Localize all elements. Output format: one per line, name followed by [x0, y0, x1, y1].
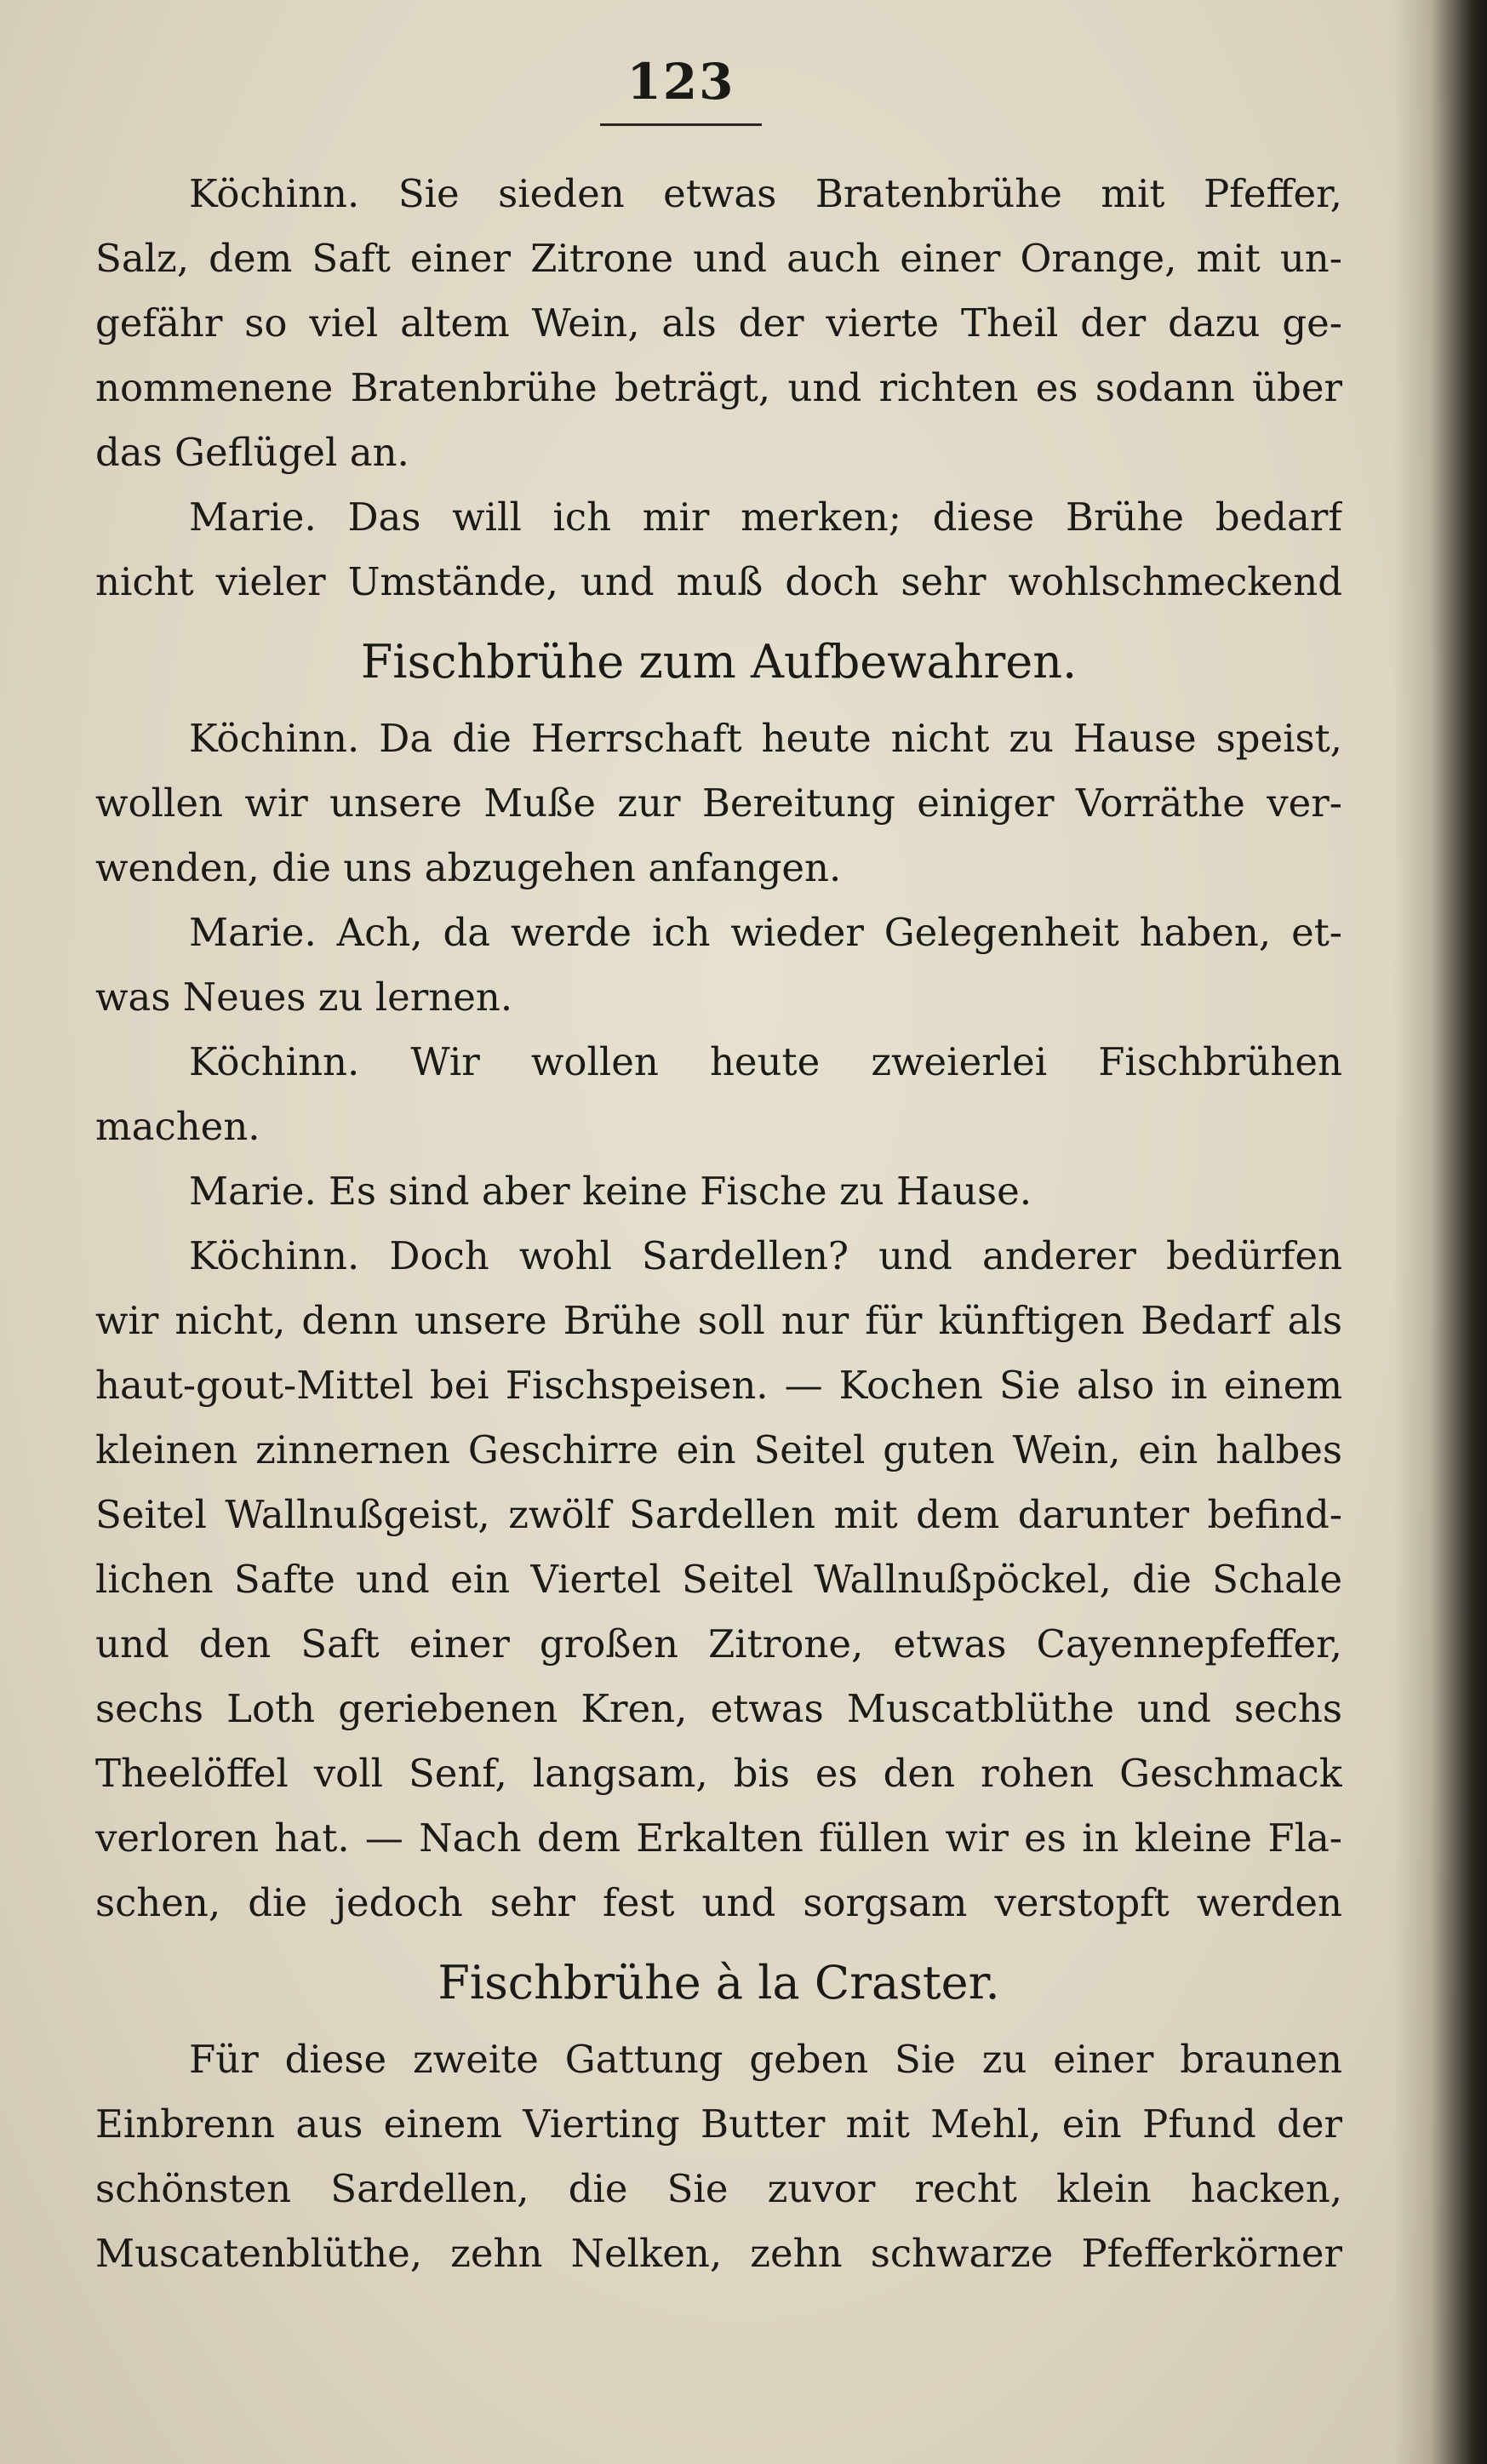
- text-line: haut-gout-Mittel bei Fischspeisen. — Kochen Sie also in einem: [95, 1363, 1342, 1408]
- page-text: [95, 162, 1342, 2286]
- text-line: Marie. Ach, da werde ich wieder Gelegenheit haben, et-: [189, 910, 1342, 955]
- text-line: Köchinn. Da die Herrschaft heute nicht zu Hause speist,: [189, 716, 1342, 761]
- text-line: Muscatenblüthe, zehn Nelken, zehn schwarze Pfefferkörner: [95, 2231, 1342, 2276]
- header-rule: [600, 123, 762, 126]
- text-line: gefähr so viel altem Wein, als der vierte Theil der dazu ge-: [95, 300, 1342, 346]
- page-number: 123: [626, 53, 735, 111]
- text-line: Einbrenn aus einem Vierting Butter mit Mehl, ein Pfund der: [95, 2101, 1342, 2147]
- text-line: Köchinn. Sie sieden etwas Bratenbrühe mit Pfeffer,: [189, 171, 1342, 216]
- text-line: Marie. Es sind aber keine Fische zu Hause.: [189, 1169, 1032, 1214]
- text-line: Salz, dem Saft einer Zitrone und auch einer Orange, mit un-: [95, 236, 1342, 281]
- text-line: was Neues zu lernen.: [95, 975, 513, 1020]
- text-line: nicht vieler Umstände, und muß doch sehr wohlschmeckend: [95, 559, 1342, 604]
- text-line: und den Saft einer großen Zitrone, etwas Cayennepfeffer,: [95, 1621, 1342, 1666]
- text-line: wenden, die uns abzugehen anfangen.: [95, 845, 842, 890]
- text-line: schönsten Sardellen, die Sie zuvor recht klein hacken,: [95, 2166, 1342, 2211]
- text-line: wir nicht, denn unsere Brühe soll nur für künftigen Bedarf als: [95, 1298, 1342, 1343]
- text-line: lichen Safte und ein Viertel Seitel Wallnußpöckel, die Schale: [95, 1557, 1342, 1602]
- text-line: kleinen zinnernen Geschirre ein Seitel guten Wein, ein halbes: [95, 1427, 1342, 1472]
- text-line: Theelöffel voll Senf, langsam, bis es den rohen Geschmack: [95, 1751, 1342, 1796]
- text-line: Marie. Das will ich mir merken; diese Brühe bedarf: [189, 495, 1342, 540]
- section-heading: Fischbrühe à la Craster.: [438, 1956, 1000, 2010]
- text-line: verloren hat. — Nach dem Erkalten füllen wir es in kleine Fla-: [95, 1815, 1342, 1861]
- text-line: Seitel Wallnußgeist, zwölf Sardellen mit dem darunter befind-: [95, 1492, 1342, 1537]
- text-line: wollen wir unsere Muße zur Bereitung einiger Vorräthe ver-: [95, 780, 1342, 826]
- text-line: schen, die jedoch sehr fest und sorgsam verstopft werden: [95, 1880, 1342, 1925]
- text-line: sechs Loth geriebenen Kren, etwas Muscatblüthe und sechs: [95, 1686, 1342, 1731]
- text-line: das Geflügel an.: [95, 430, 409, 475]
- section-heading: Fischbrühe zum Aufbewahren.: [360, 635, 1078, 689]
- text-line: Köchinn. Doch wohl Sardellen? und anderer bedürfen: [189, 1233, 1342, 1278]
- text-line: machen.: [95, 1104, 260, 1149]
- text-line: Köchinn. Wir wollen heute zweierlei Fischbrühen: [189, 1039, 1342, 1084]
- text-line: nommenene Bratenbrühe beträgt, und richten es sodann über: [95, 365, 1342, 410]
- page-edge-shadow: [1393, 0, 1487, 2464]
- text-line: Für diese zweite Gattung geben Sie zu einer braunen: [189, 2037, 1342, 2082]
